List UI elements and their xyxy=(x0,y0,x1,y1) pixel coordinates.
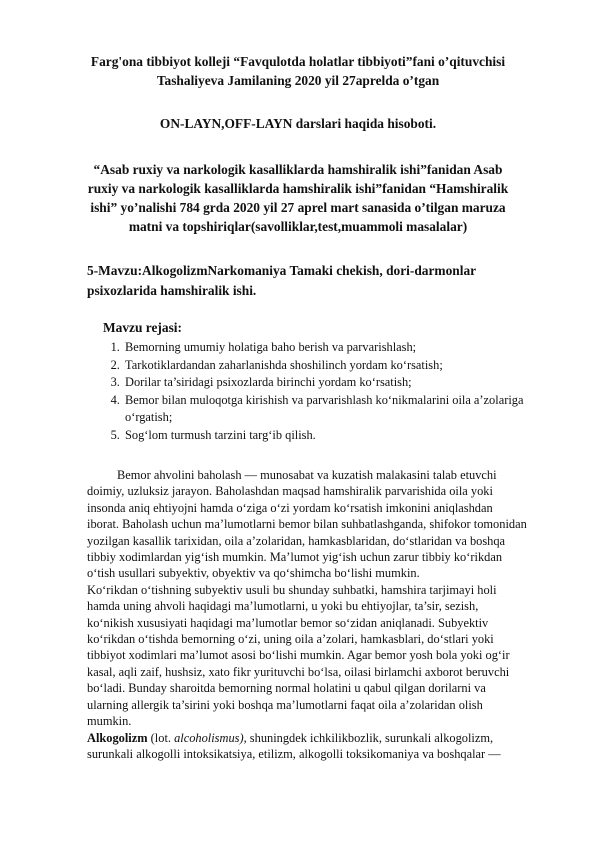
plan-item: 2. Tarkotiklardandan zaharlanishda shoshilinch yordam ko‘rsatish; xyxy=(123,357,563,375)
report-header: Farg'ona tibbiyot kolleji “Favqulotda holatlar tibbiyoti”fani o’qituvchisi Tashaliyeva Jamilaning 2020 yil 27aprelda o’tgan xyxy=(90,54,506,88)
paragraph-subjective-method: Ko‘rikdan o‘tishning subyektiv usuli bu shunday suhbatki, hamshira tarjimayi holi hamda uning ahvoli haqidagi ma’lumotlarni, u yoki bu ehtiyojlar, ta’sir, sezish, ko‘nikish xususiyati haqidagi ma’lumotlar bemor so‘zidan aniqlanadi. Subyektiv ko‘rikdan o‘tishda bemorning o‘zi, uning oila a’zolari, hamkasblari, do‘stlari yoki tibbiyot xodimlari ma’lumot asosi bo‘lishi mumkin. Agar bemor yosh bola yoki og‘ir kasal, aqli zaif, hushsiz, xato fikr yurituvchi bo‘lsa, oilasi birlamchi axborot beruvchi bo‘ladi. Bunday sharoitda bemorning normal holatini u qabul qilgan dorilarni va ularning allergik ta’sirini yoki boshqa ma’lumotlarni faqat oila a’zolaridan olish mumkin. xyxy=(87,582,510,729)
plan-item: 5. Sog‘lom turmush tarzini targ‘ib qilish. xyxy=(123,427,563,445)
term-alcoholism: Alkogolizm xyxy=(87,730,148,745)
term-open: (lot. xyxy=(147,730,175,745)
report-subtitle: ON-LAYN,OFF-LAYN darslari haqida hisoboti. xyxy=(159,116,437,131)
lecture-description: “Asab ruxiy va narkologik kasalliklarda hamshiralik ishi”fanidan Asab ruxiy va narkologik kasalliklarda hamshiralik ishi”fanidan “Hamshiralik ishi” yo’nalishi 784 grda 2020 yil 27 aprel mart sanasida o’tilgan maruza matni va topshiriqlar(savolliklar,test,muammoli masalalar) xyxy=(87,162,509,234)
paragraph-alcoholism xyxy=(87,730,527,763)
paragraph-assessment: Bemor ahvolini baholash — munosabat va kuzatish malakasini talab etuvchi doimiy, uzluksiz jarayon. Baholashdan maqsad hamshiralik parvarishida oila yoki insonda aniq ehtiyojni hamda o‘ziga o‘zi yordam ko‘rsatish imkonini aniqlashdan iborat. Baholash uchun ma’lumotlarni bemor bilan suhbatlashganda, shifokor tomonidan yozilgan kasallik tarixidan, oila a’zolaridan, hamkasblaridan, do‘stlaridan va boshqa tibbiy xodimlardan yig‘ish mumkin. Ma’lumot yig‘ish uchun zarur tibbiy ko‘rikdan o‘tish usullari subyektiv, obyektiv va qo‘shimcha bo‘lishi mumkin. xyxy=(87,468,527,581)
plan-list xyxy=(87,339,563,445)
plan-item: 3. Dorilar ta’siridagi psixozlarda birinchi yordam ko‘rsatish; xyxy=(123,374,563,392)
topic-title: 5-Mavzu:AlkogolizmNarkomaniya Tamaki chekish, dori-darmonlar psixozlarida hamshiralik ishi. xyxy=(87,263,476,298)
paragraph-alcoholism-text: , shuningdek ichkilikbozlik, surunkali alkogolizm, surunkali alkogolli intoksikatsiya, etilizm, alkogolli toksikomaniya va boshqalar — xyxy=(87,730,501,761)
plan-item: 1. Bemorning umumiy holatiga baho berish va parvarishlash; xyxy=(123,339,563,357)
body-text xyxy=(87,467,527,762)
plan-item: 4. Bemor bilan muloqotga kirishish va parvarishlash ko‘nikmalarini oila a’zolariga o‘rgatish; xyxy=(123,392,563,427)
term-latin: alcoholismus) xyxy=(174,730,244,745)
plan-title: Mavzu rejasi: xyxy=(103,320,182,335)
